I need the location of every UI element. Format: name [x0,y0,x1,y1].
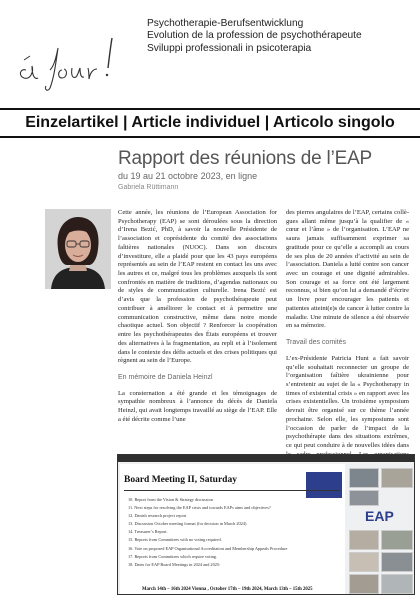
journal-line-fr: Evolution de la profession de psychothérapeute [147,30,362,42]
article-subtitle: du 19 au 21 octobre 2023, en ligne [118,171,258,181]
agenda-item: 11. Next steps for resolving the EAP crisis and towards EAPs aims and objectives? [128,505,271,511]
paragraph-memoriam-cont: des pierres angulaires de l’EAP, certains collègues allant même jusqu’à la qualifier de « cœur et l’âme » de l’organisation. L’EAP ne saura jamais suffisamment exprimer sa gratitude pour ce qu’elle a accompli au cours de ses plus de 20 années d’activité au sein de l’association. Daniela a lutté contre son cancer avec un courage et une dignité admirables. Son courage et sa force ont été largement reconnus, si bien qu’on lui a demandé d’écrire un livre pour encourager les patients et patientes atteint(e)s de cancer à lutter contre la maladie. Une minute de silence a été observée en sa mémoire. [286,209,409,330]
participant-tile [349,574,379,594]
section-heading-committees: Travail des comités [286,339,347,347]
participant-tile [381,552,413,572]
agenda-item: 10. Report from the Vision & Strategy discussion [128,497,213,502]
journal-title [147,18,415,55]
participant-tile [349,490,379,506]
participant-tile [381,468,413,488]
banner-bottom-rule [0,136,420,138]
agenda-item: 16. Vote on proposed EAP Organisational Accreditation and Membership Appeals Procedure [128,545,288,551]
video-call-toolbar [118,455,414,462]
journal-line-it: Sviluppi professionali in psicoterapia [147,42,312,54]
article-author: Gabriela Rüttimann [118,184,179,191]
eu-flag-graphic [306,472,342,498]
author-photo [45,209,111,289]
presentation-slide [120,464,345,595]
slide-divider [124,490,340,491]
agenda-item: 14. Treasurer’s Report. [128,529,168,535]
eap-logo: EAP [365,508,394,524]
paragraph-intro: Cette année, les réunions de l’European Association for Psychotherapy (EAP) se sont déroulées sous la direction d’Irena Bezić, PhD, à savoir la nouvelle Présidente de l’association et coprésidente du comité des associations faîtières nationales (NUOC). Dans son discours d’investiture, elle a plaidé pour que les 43 pays européens représentés au sein de l’EAP restent en contact les uns avec les autres et ce, malgré tous les problèmes auxquels ils sont confrontés en matière de traditions, d’agendas nationaux ou de styles de communication culturelle. Irena Bezić est d’avis que la profession de psychothérapeute peut contribuer à améliorer le contact et à permettre une communication constructive, même dans notre monde chaotique actuel. Son objectif ? Renforcer la coopération entre les psychothérapeutes des États européens et trouver des alternatives à la fragmentation, au repli et à l’isolement dans le contexte des défis actuels et des crises politiques qui règnent au sein de l’Europe. [118,209,277,365]
meeting-dates: March 14th – 16th 2024 Vienna , October 17th – 19th 2024, March 13th – 15th 2025 [142,587,313,592]
agenda-item: 12. Danish research project report [128,513,187,519]
paragraph-committees: L’ex-Présidente Patricia Hunt a fait savoir qu’elle souhaitait reconnecter un groupe de l’organisation faîtière ukrainienne pour s’entretenir au sujet de la « Psychotherapy in times of existential crisis » en rapport avec les crises existentielles. Un troisième symposium devrait être organisé sur ce thème l’année prochaine. Selon elle, les symposiums sont l’occasion de parler de l’impact de la psychothérapie dans des situations extrêmes, ce qui peut conduire à de nouvelles idées dans [286,354,409,449]
participant-tile [381,574,413,594]
participant-tile [381,530,413,550]
agenda-item: 18. Dates for EAP Board Meetings in 2024 and 2025: [128,561,221,567]
section-heading-memoriam: En mémoire de Daniela Heinzl [118,373,213,381]
agenda-item: 15. Reports from Committees with no voting required. [128,537,222,543]
participant-tile [349,552,379,572]
slide-title: Board Meeting II, Saturday [124,475,237,485]
meeting-screenshot [117,454,415,595]
a-jour-logo [10,18,150,98]
agenda-item: 17. Reports from Committees which require voting. [128,553,218,559]
section-banner: Einzelartikel | Article individuel | Articolo singolo [25,114,395,131]
participant-tile [349,530,379,550]
article-column-2 [286,209,409,468]
participant-tile [349,468,379,488]
participant-video-panel [347,464,415,595]
agenda-item: 13. Discussion October meeting format (for decision in March 2024) [128,521,247,527]
paragraph-memoriam: La consternation a été grande et les témoignages de sympathie nombreux à l’annonce du décès de Daniela Heinzl, qui avait longtemps travaillé au siège de l’EAP. Elle a été décrite comme l’une [118,389,277,423]
agenda-list [128,496,342,569]
journal-line-de: Psychotherapie-Berufsentwicklung [147,18,304,29]
article-title: Rapport des réunions de l’EAP [118,148,373,169]
article-column-1 [118,209,277,425]
